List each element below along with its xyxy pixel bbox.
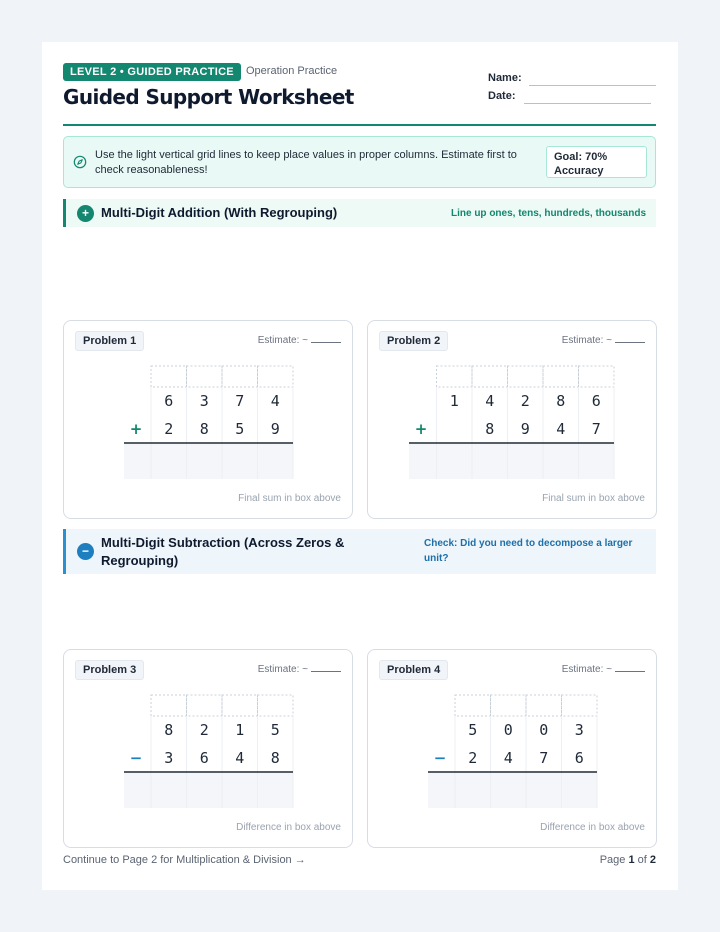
tip-text: Use the light vertical grid lines to keep place values in proper columns. Estimate first to check reasonableness!	[95, 149, 517, 176]
answer-box[interactable]	[509, 445, 543, 478]
carry-box	[437, 366, 473, 387]
answer-box[interactable]	[259, 445, 293, 478]
top-digit: 5	[270, 721, 280, 739]
operator-sign: +	[414, 420, 428, 438]
answer-box[interactable]	[188, 445, 222, 478]
problem-caption: Difference in box above	[540, 822, 645, 833]
operator-sign: −	[129, 749, 143, 767]
bottom-digit: 4	[556, 420, 566, 438]
answer-box[interactable]	[438, 445, 472, 478]
operator-sign: −	[433, 749, 447, 767]
carry-box	[491, 695, 527, 716]
answer-box[interactable]	[527, 774, 561, 807]
goal-line-1: Goal: 70%	[554, 151, 608, 163]
name-label: Name:	[488, 72, 522, 84]
problem-label: Problem 2	[379, 331, 448, 351]
goal-line-2: Accuracy	[554, 165, 604, 177]
worksheet-page	[42, 42, 678, 890]
section-title: Multi-Digit Addition (With Regrouping)	[101, 205, 338, 220]
top-digit: 2	[199, 721, 209, 739]
answer-box[interactable]	[152, 774, 186, 807]
top-digit: 4	[270, 392, 280, 410]
estimate-label: Estimate: ~	[257, 335, 308, 346]
answer-box[interactable]	[563, 774, 597, 807]
top-digit: 0	[539, 721, 549, 739]
estimate-label: Estimate: ~	[561, 664, 612, 675]
answer-box[interactable]	[580, 445, 614, 478]
bottom-digit: 9	[520, 420, 530, 438]
carry-box	[222, 695, 258, 716]
carry-box	[508, 366, 544, 387]
tip-box	[63, 136, 656, 188]
answer-box[interactable]	[223, 774, 257, 807]
top-digit: 3	[574, 721, 584, 739]
bottom-digit: 2	[468, 749, 478, 767]
bottom-digit: 4	[235, 749, 245, 767]
problem-label: Problem 3	[75, 660, 144, 680]
carry-box	[151, 366, 187, 387]
answer-box[interactable]	[223, 445, 257, 478]
page-prefix: Page	[599, 854, 629, 866]
page-number: 1	[628, 854, 635, 866]
problem-grid	[368, 650, 658, 849]
problem-caption: Final sum in box above	[238, 493, 341, 504]
carry-box	[222, 366, 258, 387]
continue-note: Continue to Page 2 for Multiplication & Division →	[63, 854, 306, 866]
goal-badge	[546, 146, 647, 178]
answer-box[interactable]	[544, 445, 578, 478]
bottom-digit: 7	[539, 749, 549, 767]
answer-box[interactable]	[473, 445, 507, 478]
carry-box	[579, 366, 615, 387]
date-field[interactable]	[524, 103, 651, 104]
section-title: Multi-Digit Subtraction (Across Zeros & Regrouping)	[101, 535, 345, 568]
answer-box[interactable]	[456, 774, 490, 807]
carry-box	[526, 695, 562, 716]
bottom-digit: 3	[164, 749, 174, 767]
estimate-label: Estimate: ~	[257, 664, 308, 675]
problem-grid	[64, 650, 354, 849]
problem-card	[63, 320, 353, 519]
problem-card	[367, 649, 657, 848]
bottom-digit: 8	[485, 420, 495, 438]
header-divider	[63, 124, 656, 126]
top-digit: 8	[164, 721, 174, 739]
carry-box	[187, 366, 223, 387]
top-digit: 8	[556, 392, 566, 410]
top-digit: 1	[235, 721, 245, 739]
problem-card	[367, 320, 657, 519]
carry-box	[455, 695, 491, 716]
bottom-digit: 9	[270, 420, 280, 438]
estimate-label: Estimate: ~	[561, 335, 612, 346]
bottom-digit: 4	[503, 749, 513, 767]
section-accent-bar	[63, 529, 66, 574]
carry-box	[258, 695, 294, 716]
level-badge: LEVEL 2 • GUIDED PRACTICE	[63, 63, 241, 81]
section-accent-bar	[63, 199, 66, 227]
problem-card	[63, 649, 353, 848]
carry-box	[187, 695, 223, 716]
top-digit: 6	[164, 392, 174, 410]
top-digit: 4	[485, 392, 495, 410]
operator-sign: +	[129, 420, 143, 438]
page-indicator	[600, 854, 656, 866]
carry-box	[562, 695, 598, 716]
problem-grid	[64, 321, 354, 520]
worksheet-subtitle: Operation Practice	[246, 65, 338, 77]
answer-box[interactable]	[188, 774, 222, 807]
top-digit: 0	[503, 721, 513, 739]
bottom-digit: 6	[199, 749, 209, 767]
answer-box[interactable]	[152, 445, 186, 478]
top-digit: 5	[468, 721, 478, 739]
answer-box[interactable]	[492, 774, 526, 807]
problem-caption: Difference in box above	[236, 822, 341, 833]
bottom-digit: 2	[164, 420, 174, 438]
top-digit: 3	[199, 392, 209, 410]
page-total: 2	[649, 854, 656, 866]
section-subtraction	[63, 529, 656, 574]
bottom-digit: 7	[591, 420, 601, 438]
carry-box	[472, 366, 508, 387]
top-digit: 7	[235, 392, 245, 410]
carry-box	[151, 695, 187, 716]
bottom-digit: 6	[574, 749, 584, 767]
minus-icon: −	[77, 543, 94, 560]
top-digit: 1	[449, 392, 459, 410]
bottom-digit: 8	[199, 420, 209, 438]
bottom-digit: 8	[270, 749, 280, 767]
section-note: Check: Did you need to decompose a larger unit?	[424, 538, 633, 564]
page-mid: of	[634, 854, 650, 866]
compass-icon	[73, 155, 87, 169]
page-title: Guided Support Worksheet	[63, 85, 354, 109]
problem-grid	[368, 321, 658, 520]
problem-label: Problem 1	[75, 331, 144, 351]
top-digit: 6	[591, 392, 601, 410]
section-note: Line up ones, tens, hundreds, thousands	[450, 208, 646, 219]
section-addition	[63, 199, 656, 227]
date-label: Date:	[488, 90, 516, 102]
answer-box[interactable]	[259, 774, 293, 807]
bottom-digit: 5	[235, 420, 245, 438]
problem-label: Problem 4	[379, 660, 448, 680]
top-digit: 2	[520, 392, 530, 410]
carry-box	[258, 366, 294, 387]
carry-box	[543, 366, 579, 387]
plus-icon: +	[77, 205, 94, 222]
problem-caption: Final sum in box above	[542, 493, 645, 504]
name-field[interactable]	[529, 85, 656, 86]
